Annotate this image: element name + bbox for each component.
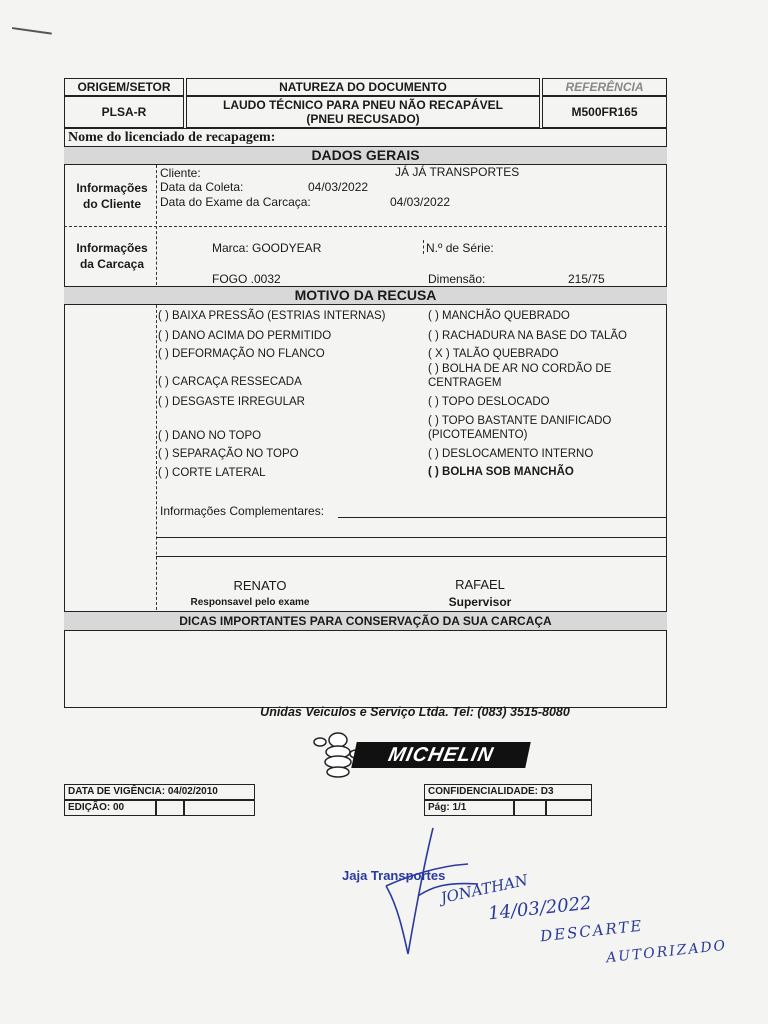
refusal-item: ( ) RACHADURA NA BASE DO TALÃO xyxy=(428,330,627,342)
refusal-item: CENTRAGEM xyxy=(428,377,502,389)
refusal-item: (PICOTEAMENTO) xyxy=(428,429,528,441)
origin-label: ORIGEM/SETOR xyxy=(77,80,171,94)
fire-number: FOGO .0032 xyxy=(212,272,281,286)
signer2-name: RAFAEL xyxy=(455,577,505,592)
dimension-value: 215/75 xyxy=(568,272,605,286)
nature-value-cell xyxy=(186,96,540,128)
validity-text: DATA DE VIGÊNCIA: 04/02/2010 xyxy=(68,786,218,797)
confidentiality-text: CONFIDENCIALIDADE: D3 xyxy=(428,786,554,797)
refusal-divider xyxy=(156,305,157,610)
carcass-section-label: Informações da Carcaça xyxy=(76,241,148,271)
refusal-item: ( ) TOPO DESLOCADO xyxy=(428,396,550,408)
exam-date-value: 04/03/2022 xyxy=(390,195,451,209)
reference-value-cell xyxy=(542,96,667,128)
origin-value: PLSA-R xyxy=(101,105,147,119)
reference-header-cell xyxy=(542,78,667,96)
collect-date-value: 04/03/2022 xyxy=(308,180,369,194)
page-cell xyxy=(424,800,514,816)
confidentiality-cell xyxy=(424,784,592,800)
general-separator xyxy=(64,226,667,227)
signer2-role: Supervisor xyxy=(448,595,512,609)
edition-blank-cell-2 xyxy=(184,800,255,816)
nature-label: NATUREZA DO DOCUMENTO xyxy=(279,80,447,94)
reference-label: REFERÊNCIA xyxy=(565,80,644,94)
complementary-line xyxy=(338,517,667,518)
company-line: Unidas Veiculos e Serviço Ltda. Tel: (083) 3515-8080 xyxy=(260,705,570,719)
refusal-item: ( ) DANO ACIMA DO PERMITIDO xyxy=(158,330,332,342)
refusal-item: ( ) DANO NO TOPO xyxy=(158,430,262,442)
origin-header-cell xyxy=(64,78,184,96)
edition-cell xyxy=(64,800,156,816)
refusal-title: MOTIVO DA RECUSA xyxy=(64,286,667,305)
handwritten-name: JONATHAN xyxy=(439,870,530,908)
handwritten-discard: DESCARTE xyxy=(539,916,645,946)
page-blank-cell-2 xyxy=(546,800,592,816)
client-section-label: Informações do Cliente xyxy=(76,181,148,211)
refusal-item: ( ) BOLHA DE AR NO CORDÃO DE xyxy=(428,363,612,375)
scan-mark xyxy=(12,0,56,35)
complementary-row xyxy=(156,537,667,557)
page-text: Pág: 1/1 xyxy=(428,802,467,813)
handwritten-authorized: AUTORIZADO xyxy=(605,937,728,967)
complementary-label: Informações Complementares: xyxy=(160,504,325,518)
handwritten-date: 14/03/2022 xyxy=(487,892,593,925)
exam-date-label: Data do Exame da Carcaça: xyxy=(160,195,311,209)
general-data-title: DADOS GERAIS xyxy=(64,146,667,165)
dimension-label: Dimensão: xyxy=(428,272,486,286)
refusal-item: ( ) DESLOCAMENTO INTERNO xyxy=(428,448,594,460)
client-value: JÁ JÁ TRANSPORTES xyxy=(395,165,520,179)
edition-text: EDIÇÃO: 00 xyxy=(68,802,125,813)
refusal-item: ( ) CORTE LATERAL xyxy=(158,467,266,479)
michelin-wordmark: MICHELIN xyxy=(351,742,531,768)
nature-line2: (PNEU RECUSADO) xyxy=(306,112,420,126)
nature-header-cell xyxy=(186,78,540,96)
collect-date-label: Data da Coleta: xyxy=(160,180,244,194)
refusal-item-checked: ( X ) TALÃO QUEBRADO xyxy=(428,348,559,360)
refusal-item: ( ) DESGASTE IRREGULAR xyxy=(158,396,305,408)
tips-title: DICAS IMPORTANTES PARA CONSERVAÇÃO DA SUA CARCAÇA xyxy=(64,611,667,631)
refusal-item: ( ) BAIXA PRESSÃO (ESTRIAS INTERNAS) xyxy=(158,310,386,322)
general-divider xyxy=(156,165,157,285)
refusal-item: ( ) DEFORMAÇÃO NO FLANCO xyxy=(158,348,325,360)
edition-blank-cell-1 xyxy=(156,800,184,816)
signer1-role: Responsavel pelo exame xyxy=(190,597,310,608)
origin-value-cell xyxy=(64,96,184,128)
nature-line1: LAUDO TÉCNICO PARA PNEU NÃO RECAPÁVEL xyxy=(222,98,503,112)
page-blank-cell-1 xyxy=(514,800,546,816)
serial-divider xyxy=(423,240,424,254)
michelin-logo xyxy=(308,728,530,780)
client-label: Cliente: xyxy=(160,166,201,180)
reference-value: M500FR165 xyxy=(571,105,638,119)
serial-label: N.º de Série: xyxy=(426,241,494,255)
signer1-name: RENATO xyxy=(233,578,287,593)
refusal-item: ( ) BOLHA SOB MANCHÃO xyxy=(428,466,574,478)
refusal-item: ( ) SEPARAÇÃO NO TOPO xyxy=(158,448,299,460)
refusal-item: ( ) MANCHÃO QUEBRADO xyxy=(428,310,570,322)
licensee-label: Nome do licenciado de recapagem: xyxy=(68,130,276,145)
refusal-item: ( ) CARCAÇA RESSECADA xyxy=(158,376,302,388)
company-stamp: Jaja Transportes xyxy=(342,868,446,883)
validity-cell xyxy=(64,784,255,800)
brand-label: Marca: GOODYEAR xyxy=(212,241,322,255)
refusal-item: ( ) TOPO BASTANTE DANIFICADO xyxy=(428,415,612,427)
